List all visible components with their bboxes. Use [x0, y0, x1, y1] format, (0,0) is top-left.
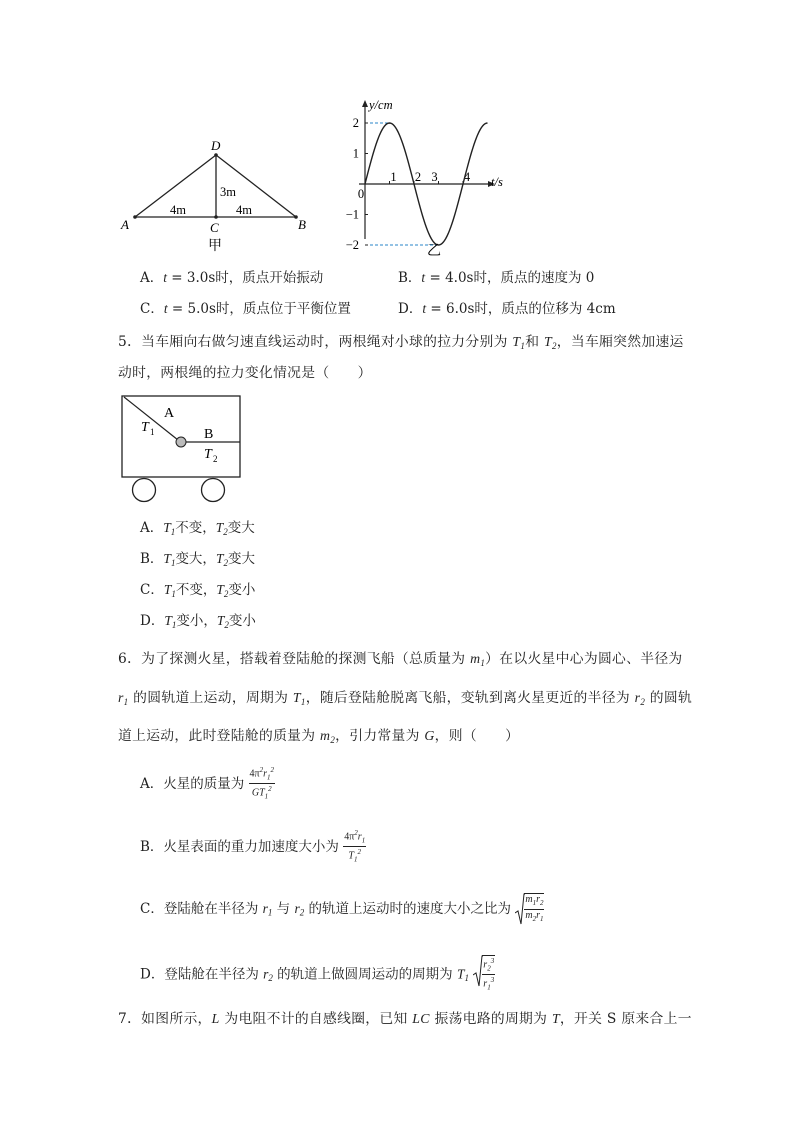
text: 变小，	[176, 613, 217, 629]
var-t1: T	[292, 690, 301, 705]
var-t1: T	[512, 334, 521, 349]
var-t: t	[422, 301, 427, 316]
chart-y-tick-label: −1	[345, 207, 359, 222]
subscript: 2	[224, 620, 229, 630]
subscript: 1	[464, 972, 469, 983]
q6-option-c[interactable]	[140, 893, 544, 925]
var-t2: T	[543, 334, 552, 349]
subscript: 1	[267, 907, 273, 918]
option-label: B．	[398, 270, 422, 286]
var-r1: r	[262, 901, 268, 916]
option-label: B．	[140, 551, 164, 567]
chart-x-tick-label: 4	[463, 170, 471, 184]
subscript: 2	[223, 558, 228, 568]
var-t: T	[551, 1011, 560, 1026]
subscript: 2	[640, 697, 646, 707]
subscript: 2	[330, 735, 336, 745]
var-lc: LC	[412, 1011, 430, 1026]
figure-yi-caption: 乙	[427, 244, 441, 259]
var-t2: T	[215, 551, 224, 566]
velocity-ratio-formula: $\frac{m_1r_2}{m_2r_1}$	[515, 893, 544, 925]
text: 7．如图所示，	[118, 1011, 212, 1027]
subscript: 1	[171, 620, 177, 630]
chart-y-tick-label: 2	[352, 116, 359, 130]
text: ，当车厢突然加速运	[556, 334, 684, 350]
length-cb-label: 4m	[236, 203, 252, 217]
option-text: = 6.0s时，质点的位移为 4cm	[426, 301, 616, 317]
subscript: 2	[223, 589, 229, 599]
q4-option-c[interactable]	[140, 300, 351, 318]
subscript: 2	[551, 341, 557, 351]
point-c-label: C	[210, 220, 219, 235]
q6-option-b[interactable]	[140, 828, 366, 866]
option-label: C．	[140, 301, 164, 317]
option-text: B．火星表面的重力加速度大小为	[140, 838, 339, 855]
var-r1: r	[118, 690, 124, 705]
text: 变大	[227, 551, 255, 567]
q5-option-d[interactable]	[140, 612, 256, 634]
text: 道上运动，此时登陆舱的质量为	[118, 728, 321, 744]
text: 振荡电路的周期为	[429, 1011, 552, 1027]
text: 变小	[228, 613, 256, 629]
q5-stem-line2: 动时，两根绳的拉力变化情况是（ ）	[118, 365, 372, 381]
text: 5．当车厢向右做匀速直线运动时，两根绳对小球的拉力分别为	[118, 334, 513, 350]
mass-formula: $\frac{4\pi^2r_1^2}{GT_1^2}$	[249, 766, 275, 801]
option-label: A．	[140, 270, 164, 286]
q6-option-a[interactable]	[140, 765, 275, 803]
q6-stem-line3	[118, 727, 519, 749]
option-label: D．	[140, 613, 165, 629]
point-d-label: D	[211, 138, 221, 153]
subscript: 1	[170, 527, 176, 537]
option-text: = 5.0s时，质点位于平衡位置	[167, 301, 351, 317]
text: ，开关 S 原来合上一	[559, 1011, 692, 1027]
q4-option-b[interactable]	[398, 269, 594, 287]
text: 和	[525, 334, 544, 350]
var-t2: T	[215, 520, 224, 535]
text: 的轨道上做圆周运动的周期为	[272, 966, 457, 983]
figure-jia-triangle	[110, 135, 320, 260]
chart-x-tick-label: 3	[431, 170, 438, 184]
q6-option-d[interactable]	[140, 955, 495, 994]
text: 与	[272, 901, 295, 917]
text: 6．为了探测火星，搭载着登陆舱的探测飞船（总质量为	[118, 651, 471, 667]
figure-yi-chart	[335, 95, 525, 265]
text: 变大	[227, 520, 255, 536]
period-formula: $\frac{r_2^3}{r_1^3}$	[473, 955, 495, 994]
text: ）在以火星中心为圆心、半径为	[485, 651, 683, 667]
subscript: 2	[268, 972, 273, 983]
tension-t2-sub: 2	[213, 454, 218, 464]
gravity-formula: $\frac{4\pi^2r_1}{T_1^2}$	[344, 829, 366, 864]
text: 不变，	[175, 520, 216, 536]
subscript: 1	[171, 589, 176, 599]
var-t: t	[421, 270, 426, 285]
q5-option-a[interactable]	[140, 519, 255, 541]
chart-y-axis-arrow	[362, 100, 368, 107]
chart-x-axis-label: t/s	[491, 175, 503, 189]
q5-cart-figure	[118, 392, 248, 504]
var-m1: m	[470, 651, 481, 666]
q5-stem-line1	[118, 333, 684, 355]
text: 不变，	[175, 582, 217, 598]
rope-a-label: A	[164, 406, 175, 421]
option-label: A．	[140, 520, 164, 536]
option-label: C．	[140, 582, 164, 598]
tension-t1-label: T	[141, 420, 149, 435]
point-b-label: B	[298, 217, 306, 232]
var-t2: T	[216, 613, 225, 628]
option-text: = 4.0s时，质点的速度为 0	[425, 270, 595, 286]
q4-option-a[interactable]	[140, 269, 323, 287]
option-text: = 3.0s时，质点开始振动	[167, 270, 324, 286]
length-dc-label: 3m	[220, 185, 236, 199]
subscript: 2	[223, 527, 228, 537]
subscript: 1	[520, 341, 526, 351]
q6-stem-line2	[118, 689, 692, 711]
subscript: 1	[480, 658, 486, 668]
option-text: C．登陆舱在半径为	[140, 901, 263, 917]
subscript: 1	[170, 558, 176, 568]
chart-x-tick-label: 0	[357, 187, 365, 201]
length-ac-label: 4m	[170, 203, 186, 217]
option-text: D．登陆舱在半径为	[140, 966, 264, 983]
figure-jia-caption: 甲	[208, 239, 222, 254]
q7-stem-line1	[118, 1010, 692, 1028]
text: 的轨道上运动时的速度大小之比为	[304, 901, 512, 917]
chart-x-tick-label: 1	[390, 170, 397, 184]
chart-y-tick-label: −2	[345, 238, 359, 252]
q4-option-d[interactable]	[398, 300, 616, 318]
var-t1: T	[163, 520, 171, 535]
var-t: t	[163, 301, 168, 316]
text: 的圆轨	[645, 690, 693, 706]
q6-stem-line1	[118, 650, 683, 672]
var-t1: T	[163, 551, 171, 566]
chart-y-axis-label: y/cm	[369, 98, 393, 112]
text: 为电阻不计的自感线圈，已知	[219, 1011, 413, 1027]
chart-x-tick-label: 2	[414, 170, 422, 184]
option-label: D．	[398, 301, 423, 317]
tension-t2-label: T	[204, 447, 212, 462]
point-a-label: A	[121, 217, 129, 232]
tension-t1-sub: 1	[150, 427, 155, 437]
var-r2: r	[263, 966, 269, 982]
var-l: L	[211, 1011, 220, 1026]
var-t1: T	[456, 966, 465, 982]
q5-option-b[interactable]	[140, 550, 255, 572]
rope-b-label: B	[204, 427, 214, 442]
var-t1: T	[164, 613, 172, 628]
var-r2: r	[294, 901, 300, 916]
var-t: t	[163, 270, 168, 285]
text: 变小	[228, 582, 256, 598]
text: 的圆轨道上运动，周期为	[128, 690, 293, 706]
text: 变大，	[175, 551, 216, 567]
text: ，引力常量为	[335, 728, 425, 744]
subscript: 1	[300, 697, 306, 707]
subscript: 2	[299, 907, 305, 918]
chart-y-tick-label: 1	[352, 146, 359, 161]
var-r2: r	[634, 690, 641, 705]
option-text: A．火星的质量为	[140, 775, 245, 792]
subscript: 1	[123, 697, 129, 707]
q5-option-c[interactable]	[140, 581, 255, 603]
var-g: G	[424, 728, 435, 743]
text: ，随后登陆舱脱离飞船，变轨到离火星更近的半径为	[305, 690, 635, 706]
text: ，则（ ）	[434, 728, 520, 744]
var-m2: m	[320, 728, 331, 743]
var-t2: T	[216, 582, 224, 597]
var-t1: T	[163, 582, 172, 597]
